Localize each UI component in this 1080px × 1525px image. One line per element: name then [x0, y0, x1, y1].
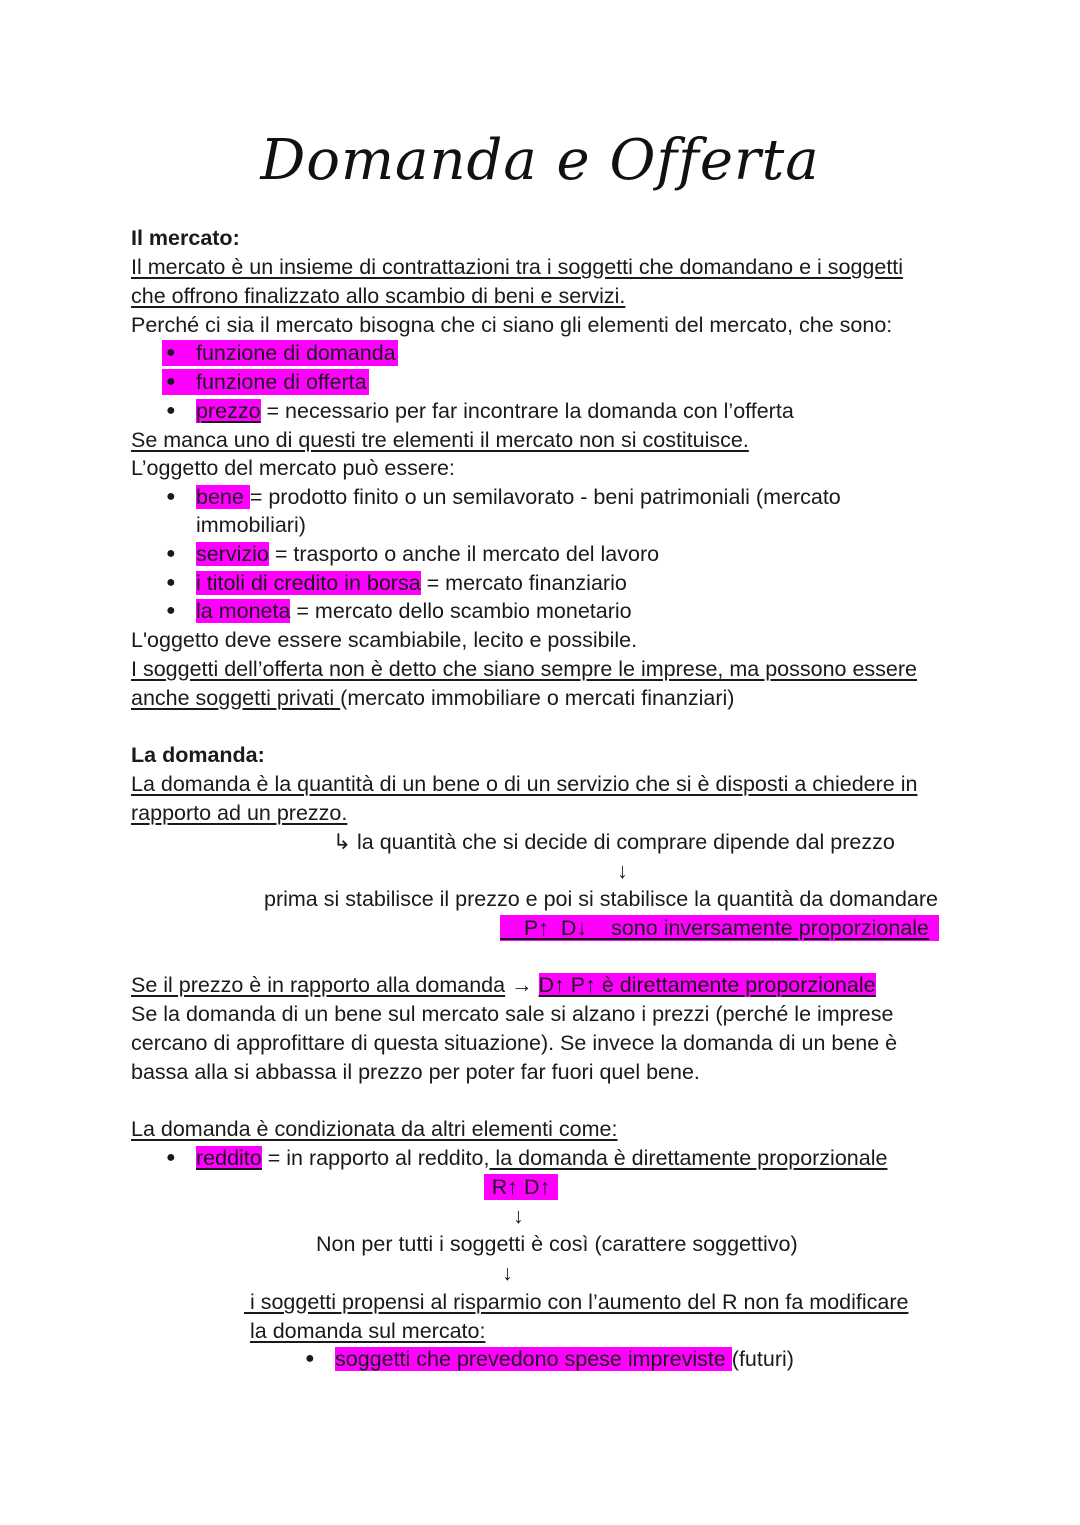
- highlight-spese: soggetti che prevedono spese impreviste: [335, 1347, 732, 1371]
- list-item-funzione-domanda: funzione di domanda: [196, 341, 396, 365]
- mercato-missing-note: Se manca uno di questi tre elementi il mercato non si costituisce.: [131, 428, 749, 452]
- list-item-bene: [196, 484, 841, 510]
- domanda-definition-line2: rapporto ad un prezzo.: [131, 801, 348, 825]
- section-heading-domanda: La domanda:: [131, 743, 265, 767]
- highlight-reddito: reddito: [196, 1146, 262, 1170]
- highlight-prezzo: prezzo: [196, 399, 261, 423]
- domanda-definition-line1: La domanda è la quantità di un bene o di un servizio che si è disposti a chiedere in: [131, 772, 918, 796]
- mercato-object-intro: L’oggetto del mercato può essere:: [131, 456, 455, 480]
- down-arrow-icon: ↓: [617, 859, 628, 883]
- relation-text: Se il prezzo è in rapporto alla domanda: [131, 973, 506, 997]
- mercato-soggetti-line1: I soggetti dell’offerta non è detto che siano sempre le imprese, ma possono essere: [131, 657, 917, 681]
- reddito-demand-relation: R↑ D↑: [484, 1174, 558, 1200]
- mercato-object-requirements: L'oggetto deve essere scambiabile, lecito e possibile.: [131, 628, 638, 652]
- list-item-servizio: [196, 541, 659, 567]
- bullet-icon: ●: [166, 574, 176, 591]
- highlight-titoli: i titoli di credito in borsa: [196, 571, 421, 595]
- soggetti-examples: (mercato immobiliare o mercati finanziari): [340, 686, 735, 710]
- mercato-soggetti-line2: [131, 685, 734, 711]
- section-heading-mercato: Il mercato:: [131, 226, 240, 250]
- inverse-relation: P↑ D↓ sono inversamente proporzionale: [500, 915, 939, 941]
- mercato-definition-line2: che offrono finalizzato allo scambio di beni e servizi.: [131, 284, 626, 308]
- list-item-reddito: [196, 1145, 887, 1171]
- risparmio-line1: i soggetti propensi al risparmio con l’aumento del R non fa modificare: [244, 1290, 909, 1314]
- right-arrow-icon: →: [505, 973, 539, 997]
- highlight-moneta: la moneta: [196, 599, 291, 623]
- price-demand-relation: [131, 972, 876, 998]
- bullet-icon: ●: [166, 602, 176, 619]
- bullet-icon: ●: [166, 488, 176, 505]
- list-item-spese-impreviste: [335, 1346, 794, 1372]
- reddito-direct-relation: la domanda è direttamente proporzionale: [489, 1146, 888, 1170]
- bullet-icon: ●: [166, 344, 176, 361]
- bullet-icon: ●: [305, 1350, 315, 1367]
- page-title: Domanda e Offerta: [260, 128, 820, 193]
- list-item-funzione-offerta: funzione di offerta: [196, 370, 367, 394]
- titoli-description: = mercato finanziario: [420, 571, 627, 595]
- list-item-prezzo: [196, 398, 794, 424]
- list-item-moneta: [196, 598, 632, 624]
- bene-description-cont: immobiliari): [196, 513, 306, 537]
- down-arrow-icon: ↓: [502, 1261, 513, 1285]
- list-item-titoli: [196, 570, 627, 596]
- mercato-definition-line1: Il mercato è un insieme di contrattazioni tra i soggetti che domandano e i soggetti: [131, 255, 904, 279]
- highlight-servizio: servizio: [196, 542, 269, 566]
- soggetti-privati: anche soggetti privati: [131, 686, 341, 710]
- moneta-description: = mercato dello scambio monetario: [290, 599, 632, 623]
- bullet-icon: ●: [166, 545, 176, 562]
- servizio-description: = trasporto o anche il mercato del lavoro: [268, 542, 660, 566]
- domanda-paragraph-line3: bassa alla si abbassa il prezzo per poter far fuori quel bene.: [131, 1060, 700, 1084]
- domanda-paragraph-line1: Se la domanda di un bene sul mercato sale si alzano i prezzi (perché le imprese: [131, 1002, 894, 1026]
- domanda-step: prima si stabilisce il prezzo e poi si stabilisce la quantità da domandare: [264, 887, 939, 911]
- prezzo-description: = necessario per far incontrare la domanda con l’offerta: [260, 399, 794, 423]
- bullet-icon: ●: [166, 402, 176, 419]
- bullet-icon: ●: [166, 373, 176, 390]
- risparmio-line2: la domanda sul mercato:: [250, 1319, 486, 1343]
- soggettivo-note: Non per tutti i soggetti è così (carattere soggettivo): [316, 1232, 798, 1256]
- domanda-paragraph-line2: cercano di approfittare di questa situazione). Se invece la domanda di un bene è: [131, 1031, 898, 1055]
- reddito-description: = in rapporto al reddito,: [261, 1146, 490, 1170]
- bene-description: = prodotto finito o un semilavorato - beni patrimoniali (mercato: [249, 485, 841, 509]
- domanda-conditions-intro: La domanda è condizionata da altri elementi come:: [131, 1117, 618, 1141]
- domanda-note: ↳ la quantità che si decide di comprare dipende dal prezzo: [333, 830, 895, 854]
- bullet-icon: ●: [166, 1149, 176, 1166]
- highlight-bene: bene: [196, 485, 250, 509]
- spese-note: (futuri): [731, 1347, 794, 1371]
- direct-relation-highlight: D↑ P↑ è direttamente proporzionale: [538, 973, 876, 997]
- mercato-elements-intro: Perché ci sia il mercato bisogna che ci siano gli elementi del mercato, che sono:: [131, 313, 893, 337]
- down-arrow-icon: ↓: [513, 1204, 524, 1228]
